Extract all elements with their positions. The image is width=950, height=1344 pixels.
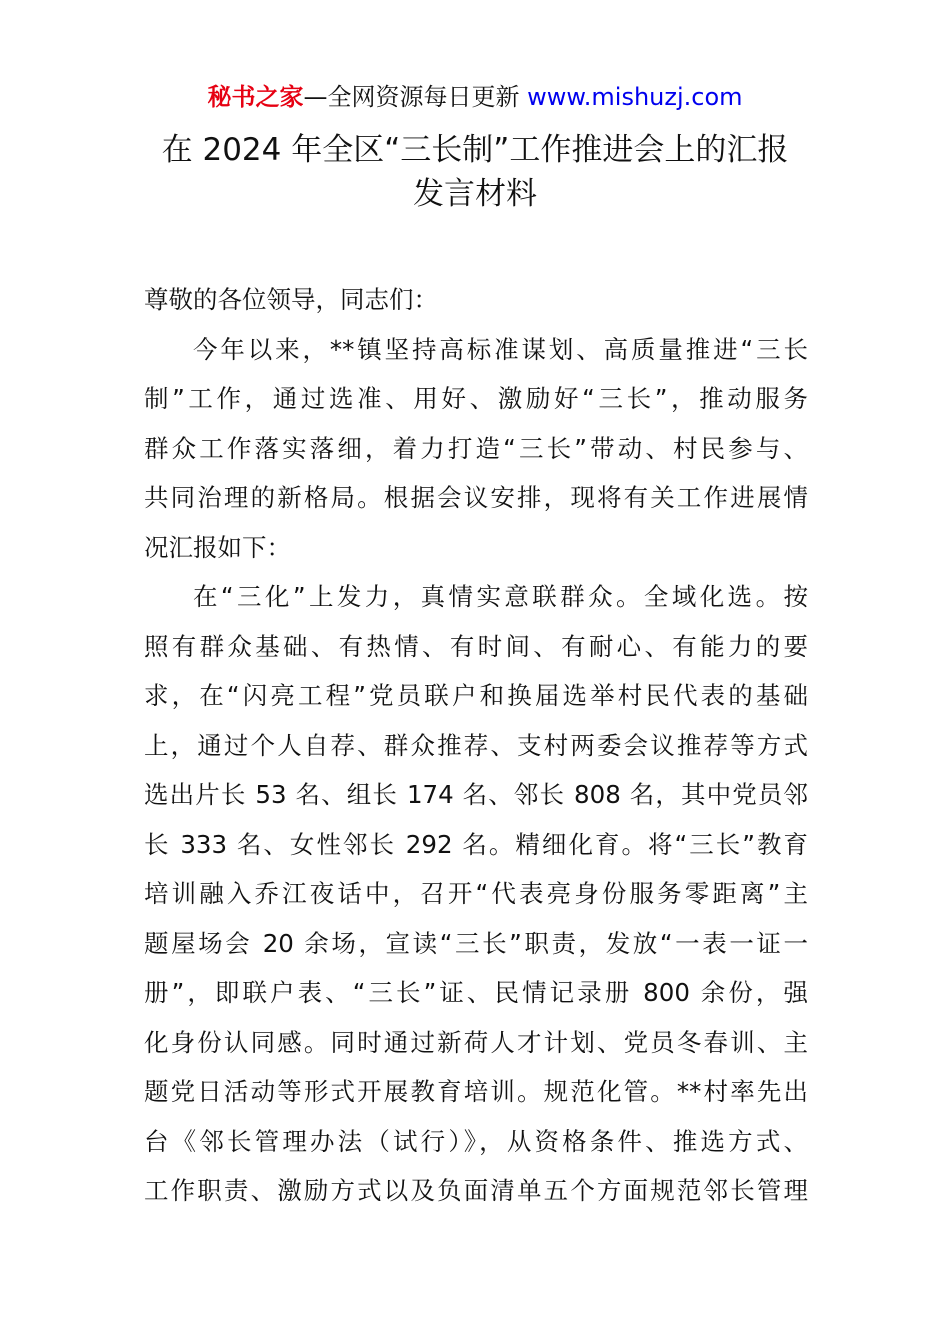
paragraph-2 <box>144 572 808 1216</box>
paragraph-line: 照有群众基础、有热情、有时间、有耐心、有能力的要 <box>144 631 808 661</box>
paragraph-line: 在“三化”上发力，真情实意联群众。全域化选。按 <box>193 582 808 611</box>
paragraph-line: 求，在“闪亮工程”党员联户和换届选举村民代表的基础 <box>144 681 808 710</box>
title-line-1: 在 2024 年全区“三长制”工作推进会上的汇报 <box>161 132 789 168</box>
paragraph-line: 群众工作落实落细，着力打造“三长”带动、村民参与、 <box>144 433 808 463</box>
paragraph-line: 化身份认同感。同时通过新荷人才计划、党员冬春训、主 <box>144 1027 808 1057</box>
salutation <box>144 275 808 325</box>
paragraph-line: 台《邻长管理办法（试行）》，从资格条件、推选方式、 <box>144 1126 808 1156</box>
paragraph-line: 册”，即联户表、“三长”证、民情记录册 800 余份，强 <box>144 978 808 1007</box>
paragraph-line: 况汇报如下： <box>144 532 291 562</box>
salutation-line: 尊敬的各位领导，同志们： <box>144 285 438 314</box>
paragraph-1 <box>144 325 808 573</box>
paragraph-line: 上，通过个人自荐、群众推荐、支村两委会议推荐等方式 <box>144 730 808 760</box>
paragraph-line: 题屋场会 20 余场，宣读“三长”职责，发放“一表一证一 <box>144 928 808 958</box>
paragraph-line: 题党日活动等形式开展教育培训。规范化管。**村率先出 <box>144 1077 808 1106</box>
title-line-2: 发言材料 <box>413 176 537 212</box>
document-title <box>120 128 830 216</box>
paragraph-line: 工作职责、激励方式以及负面清单五个方面规范邻长管理 <box>144 1176 808 1205</box>
paragraph-line: 培训融入乔江夜话中，召开“代表亮身份服务零距离”主 <box>144 879 808 908</box>
paragraph-line: 共同治理的新格局。根据会议安排，现将有关工作进展情 <box>144 483 808 512</box>
paragraph-line: 今年以来，**镇坚持高标准谋划、高质量推进“三长 <box>193 334 808 364</box>
paragraph-line: 选出片长 53 名、组长 174 名、邻长 808 名，其中党员邻 <box>144 780 808 809</box>
brand-name: 秘书之家 <box>207 83 304 111</box>
site-url-link[interactable]: www.mishuzj.com <box>527 83 743 111</box>
paragraph-line: 长 333 名、女性邻长 292 名。精细化育。将“三长”教育 <box>144 829 808 859</box>
paragraph-line: 制”工作，通过选准、用好、激励好“三长”，推动服务 <box>144 384 808 413</box>
document-body <box>144 275 808 1216</box>
header-tagline: —全网资源每日更新 <box>303 83 520 111</box>
site-header <box>0 80 950 114</box>
